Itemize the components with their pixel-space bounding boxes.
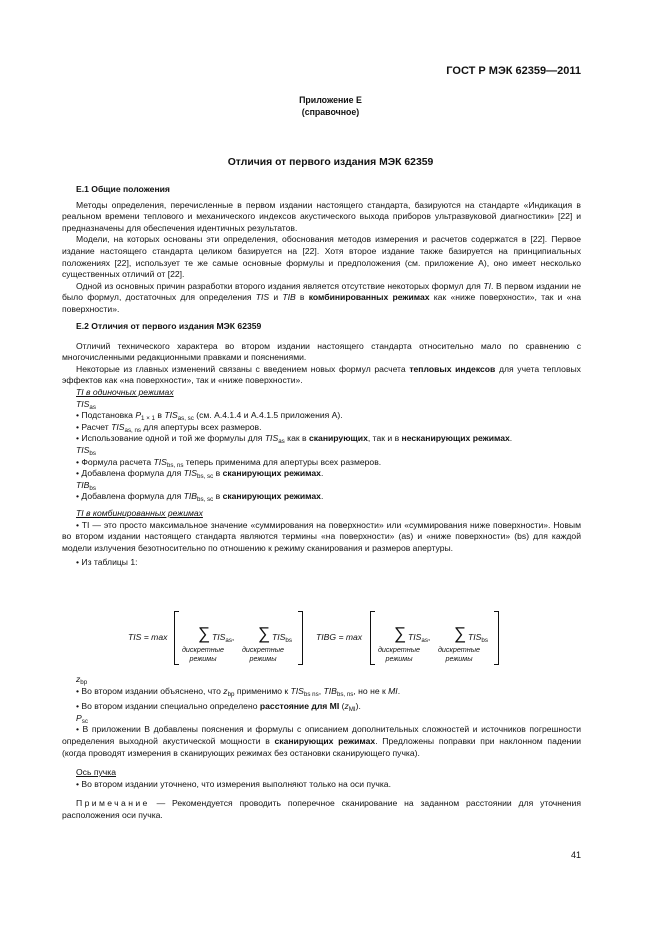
sum-subscript: дискретные режимы xyxy=(437,645,481,663)
paragraph: • TI — это просто максимальное значение «суммирования на поверхности» или «суммирования ниже поверхности». Новым во втором издании настоящего стандарта являются термины «на поверхности» (as) и «ниже поверхности» (bs) для каждой модели излучения безотносительно по отношению к режиму сканирования и размеров апертуры. xyxy=(62,519,581,553)
document-header: ГОСТ Р МЭК 62359—2011 xyxy=(446,65,581,77)
annex-subtitle: (справочное) xyxy=(301,107,360,117)
subheading-single-modes: TI в одиночных режимах xyxy=(76,386,174,397)
list-item: • Добавлена формула для $TIS_{bs, sc}$ в сканирующих режимах. xyxy=(76,468,324,481)
paragraph: Одной из основных причин разработки второго издания является отсутствие некоторых формул для TI. В первом издании не было формул, достаточных для определения TIS и TIB в комбинированных режимах как «ниже поверхности», так и «на поверхности». xyxy=(62,280,581,314)
section-heading-e2: E.2 Отличия от первого издания МЭК 62359 xyxy=(76,321,262,331)
term-psc: $P_{sc}$ xyxy=(76,712,88,725)
paragraph: Модели, на которых основаны эти определения, обоснования методов измерения и расчетов содержатся в [22]. Первое издание настоящего стандарта целиком базируется на [22]. Хотя второе издание также базируется на принципиальных положениях [22], использует те же самые основные формулы и предположения (см. приложение А), оно имеет несколько существенных отличий от [22]. xyxy=(62,234,581,280)
sum-subscript: дискретные режимы xyxy=(181,645,225,663)
document-title: Отличия от первого издания МЭК 62359 xyxy=(227,157,434,168)
annex-title: Приложение E xyxy=(299,95,362,105)
formula-term: $TIS_{as}$, xyxy=(408,632,431,644)
paragraph: Некоторые из главных изменений связаны с введением новых формул расчета тепловых индексов для учета тепловых эффектов как «на поверхности», так и «ниже поверхности». xyxy=(62,363,581,386)
term-zbp: $z_{bp}$ xyxy=(76,674,88,686)
list-item: • Добавлена формула для $TIB_{bs, sc}$ в сканирующих режимах. xyxy=(76,491,324,504)
term-tisas: $TIS_{as}$ xyxy=(76,398,96,411)
bracket-right xyxy=(298,611,303,665)
formula-tis-lhs: TIS = max xyxy=(128,632,168,642)
sum-symbol: ∑ xyxy=(198,624,211,643)
subheading-combined-modes: TI в комбинированных режимах xyxy=(76,507,203,518)
list-item: • Расчет $TIS_{as, ns}$ для апертуры всех размеров. xyxy=(76,421,262,434)
list-item: • Во втором издании уточнено, что измерения выполняют только на оси пучка. xyxy=(76,778,391,789)
page-number: 41 xyxy=(570,850,581,860)
paragraph: • В приложении B добавлены пояснения и формулы с описанием дополнительных сложностей и источников погрешности определения выходной акустической мощности в сканирующих режимах. Предложены поправки при наклонном падении (когда проводят измерения в сканирующих режимах без остановки сканирующего пучка). xyxy=(62,724,581,758)
bracket-right xyxy=(494,611,499,665)
formula-term: $TIS_{bs}$ xyxy=(272,632,292,644)
list-item: • Из таблицы 1: xyxy=(76,557,138,568)
sum-symbol: ∑ xyxy=(258,624,271,643)
list-item: • Во втором издании специально определено расстояние для MI $(z_{MI})$. xyxy=(76,701,361,714)
list-item: • Во втором издании объяснено, что $z_{bp}$ применимо к $TIS_{bs ns}$, $TIB_{bs, ns}$, но не к MI. xyxy=(76,685,401,698)
section-heading-e1: E.1 Общие положения xyxy=(76,184,170,194)
subheading-beam-axis: Ось пучка xyxy=(76,767,117,778)
term-tibbs: $TIB_{bs}$ xyxy=(76,479,96,492)
formula-term: $TIS_{bs}$ xyxy=(468,632,488,644)
sum-symbol: ∑ xyxy=(394,624,407,643)
sum-subscript: дискретные режимы xyxy=(241,645,285,663)
paragraph: Методы определения, перечисленные в первом издании настоящего стандарта, базируются на стандарте «Индикация в реальном времени теплового и механического индексов акустического выхода приборов ультразвуковой диагностики» [22] и предназначены для обеспечения идентичных результатов. xyxy=(62,199,581,233)
paragraph: Отличий технического характера во втором издании настоящего стандарта относительно мало по сравнению с многочисленными редакционными правками и пояснениями. xyxy=(62,340,581,363)
formula-term: $TIS_{as}$, xyxy=(212,632,235,644)
note: Примечание — Рекомендуется проводить поперечное сканирование на заданном расстоянии для уточнения расположения оси пучка. xyxy=(62,798,581,820)
list-item: • Подстановка $P_{1 \times 1}$ в $TIS_{as, sc}$ (см. А.4.1.4 и А.4.1.5 приложения А). xyxy=(76,410,343,423)
formula-block xyxy=(62,608,581,668)
list-item: • Использование одной и той же формулы для $TIS_{as}$ как в сканирующих, так и в несканирующих режимах. xyxy=(76,433,513,446)
section-e1 xyxy=(62,184,581,316)
list-item: • Формула расчета $TIS_{bs, ns}$ теперь применима для апертуры всех размеров. xyxy=(76,456,382,469)
formula-tibg-lhs: TIBG = max xyxy=(316,632,363,642)
section-e2 xyxy=(62,321,581,569)
section-e2-continued xyxy=(62,674,581,822)
sum-subscript: дискретные режимы xyxy=(377,645,421,663)
term-tisbs: $TIS_{bs}$ xyxy=(76,444,96,457)
sum-symbol: ∑ xyxy=(454,624,467,643)
